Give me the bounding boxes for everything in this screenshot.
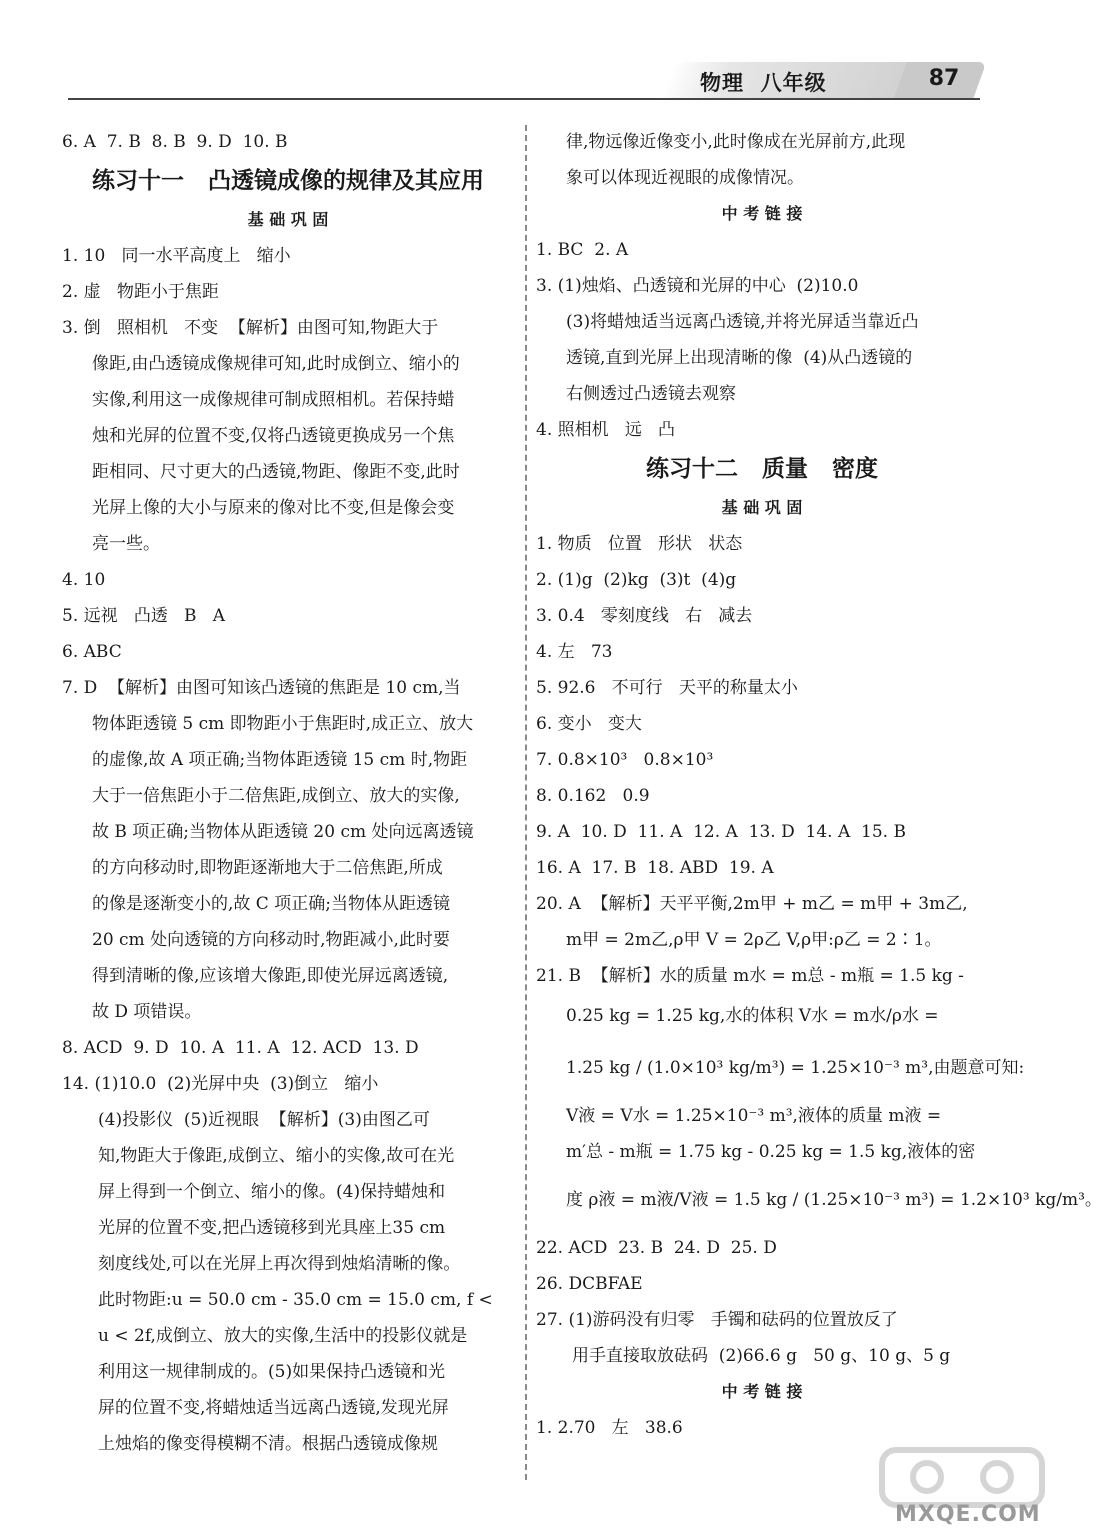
answer-line: 知,物距大于像距,成倒立、缩小的实像,故可在光	[98, 1146, 455, 1166]
answer-line: 2. (1)g (2)kg (3)t (4)g	[536, 570, 737, 590]
answer-line: 16. A 17. B 18. ABD 19. A	[536, 858, 774, 878]
answer-line: m甲 = 2m乙,ρ甲 V = 2ρ乙 V,ρ甲:ρ乙 = 2∶1。	[566, 930, 942, 950]
answer-line: 0.25 kg = 1.25 kg,水的体积 V水 = m水/ρ水 =	[566, 1006, 939, 1026]
subsection-heading: 中 考 链 接	[721, 204, 803, 223]
header-subject: 物理 八年级	[700, 71, 827, 95]
answer-line: 4. 10	[62, 570, 106, 590]
answer-line: 屏上得到一个倒立、缩小的像。(4)保持蜡烛和	[98, 1182, 446, 1202]
page-number: 87	[928, 66, 960, 91]
answer-line: 20 cm 处向透镜的方向移动时,物距减小,此时要	[92, 930, 450, 950]
answer-line: 得到清晰的像,应该增大像距,即使光屏远离透镜,	[92, 966, 449, 986]
answer-line: 1. 10 同一水平高度上 缩小	[62, 246, 291, 266]
answer-line: (3)将蜡烛适当远离凸透镜,并将光屏适当靠近凸	[566, 312, 919, 332]
answer-line: (4)投影仪 (5)近视眼 【解析】(3)由图乙可	[98, 1110, 430, 1130]
answer-line: 6. ABC	[62, 642, 122, 662]
answer-line: 用手直接取放砝码 (2)66.6 g 50 g、10 g、5 g	[572, 1346, 951, 1366]
answer-line: 像距,由凸透镜成像规律可知,此时成倒立、缩小的	[92, 354, 460, 374]
subsection-heading: 基 础 巩 固	[247, 210, 329, 229]
answer-line: 9. A 10. D 11. A 12. A 13. D 14. A 15. B	[536, 822, 906, 842]
answer-line: m′总 - m瓶 = 1.75 kg - 0.25 kg = 1.5 kg,液体的密	[566, 1142, 976, 1162]
answer-line: 20. A 【解析】天平平衡,2m甲 + m乙 = m甲 + 3m乙,	[536, 894, 968, 914]
answer-line: 光屏上像的大小与原来的像对比不变,但是像会变	[92, 498, 455, 518]
answer-line: 6. 变小 变大	[536, 714, 642, 734]
answer-line: 大于一倍焦距小于二倍焦距,成倒立、放大的实像,	[92, 786, 460, 806]
answer-line: 7. 0.8×10³ 0.8×10³	[536, 750, 714, 770]
answer-line: 5. 远视 凸透 B A	[62, 606, 226, 626]
answer-line: 26. DCBFAE	[536, 1274, 643, 1294]
answer-line: 上烛焰的像变得模糊不清。根据凸透镜成像规	[98, 1434, 438, 1454]
answer-line: 4. 照相机 远 凸	[536, 420, 676, 440]
answer-line: 刻度线处,可以在光屏上再次得到烛焰清晰的像。	[98, 1254, 461, 1274]
answer-line: 的方向移动时,即物距逐渐地大于二倍焦距,所成	[92, 858, 443, 878]
answer-line: 4. 左 73	[536, 642, 613, 662]
answer-line: 透镜,直到光屏上出现清晰的像 (4)从凸透镜的	[566, 348, 913, 368]
answer-line: u < 2f,成倒立、放大的实像,生活中的投影仪就是	[98, 1326, 468, 1346]
answer-line: 距相同、尺寸更大的凸透镜,物距、像距不变,此时	[92, 462, 460, 482]
answer-line: 物体距透镜 5 cm 即物距小于焦距时,成正立、放大	[92, 714, 474, 734]
answer-line: 1. 物质 位置 形状 状态	[536, 534, 743, 554]
answer-line: 6. A 7. B 8. B 9. D 10. B	[62, 132, 288, 152]
section-heading: 练习十二 质量 密度	[645, 456, 879, 482]
subsection-heading: 中 考 链 接	[721, 1382, 803, 1401]
answer-line: 的虚像,故 A 项正确;当物体距透镜 15 cm 时,物距	[92, 750, 468, 770]
answer-line: 3. 0.4 零刻度线 右 减去	[536, 606, 753, 626]
answer-line: 的像是逐渐变小的,故 C 项正确;当物体从距透镜	[92, 894, 450, 914]
section-heading: 练习十一 凸透镜成像的规律及其应用	[91, 168, 485, 194]
answer-line: 光屏的位置不变,把凸透镜移到光具座上35 cm	[98, 1218, 446, 1238]
answer-line: 27. (1)游码没有归零 手镯和砝码的位置放反了	[536, 1310, 898, 1330]
answer-line: 律,物远像近像变小,此时像成在光屏前方,此现	[566, 132, 906, 152]
left-column	[62, 124, 514, 1462]
answer-line: 2. 虚 物距小于焦距	[62, 282, 219, 302]
answer-line: 1. BC 2. A	[536, 240, 629, 260]
answer-line: 此时物距:u = 50.0 cm - 35.0 cm = 15.0 cm, f <	[98, 1290, 493, 1310]
watermark-text: MXQE.COM	[895, 1502, 1041, 1527]
right-column	[536, 124, 1102, 1446]
answer-line: 1. 2.70 左 38.6	[536, 1418, 683, 1438]
answer-line: 5. 92.6 不可行 天平的称量太小	[536, 678, 798, 698]
column-divider	[525, 125, 527, 1480]
answer-line: 1.25 kg / (1.0×10³ kg/m³) = 1.25×10⁻³ m³,由题意可知:	[566, 1058, 1025, 1078]
answer-line: 屏的位置不变,将蜡烛适当远离凸透镜,发现光屏	[98, 1398, 449, 1418]
answer-line: 7. D 【解析】由图可知该凸透镜的焦距是 10 cm,当	[62, 678, 461, 698]
answer-line: 22. ACD 23. B 24. D 25. D	[536, 1238, 777, 1258]
answer-line: 21. B 【解析】水的质量 m水 = m总 - m瓶 = 1.5 kg -	[536, 966, 964, 986]
answer-line: 利用这一规律制成的。(5)如果保持凸透镜和光	[98, 1362, 446, 1382]
answer-line: 3. 倒 照相机 不变 【解析】由图可知,物距大于	[62, 318, 439, 338]
answer-line: 故 D 项错误。	[92, 1002, 202, 1022]
answer-line: 故 B 项正确;当物体从距透镜 20 cm 处向远离透镜	[92, 822, 474, 842]
header-rule	[68, 98, 980, 100]
answer-line: 8. ACD 9. D 10. A 11. A 12. ACD 13. D	[62, 1038, 419, 1058]
answer-line: 度 ρ液 = m液/V液 = 1.5 kg / (1.25×10⁻³ m³) = 1.2×10³ kg/m³。	[566, 1190, 1102, 1210]
answer-line: 14. (1)10.0 (2)光屏中央 (3)倒立 缩小	[62, 1074, 379, 1094]
subsection-heading: 基 础 巩 固	[721, 498, 803, 517]
answer-line: 烛和光屏的位置不变,仅将凸透镜更换成另一个焦	[92, 426, 455, 446]
answer-line: 3. (1)烛焰、凸透镜和光屏的中心 (2)10.0	[536, 276, 859, 296]
answer-line: V液 = V水 = 1.25×10⁻³ m³,液体的质量 m液 =	[566, 1106, 942, 1126]
answer-line: 亮一些。	[92, 534, 160, 554]
answer-line: 象可以体现近视眼的成像情况。	[566, 168, 804, 188]
answer-line: 右侧透过凸透镜去观察	[566, 384, 736, 404]
answer-line: 8. 0.162 0.9	[536, 786, 650, 806]
answer-line: 实像,利用这一成像规律可制成照相机。若保持蜡	[92, 390, 455, 410]
